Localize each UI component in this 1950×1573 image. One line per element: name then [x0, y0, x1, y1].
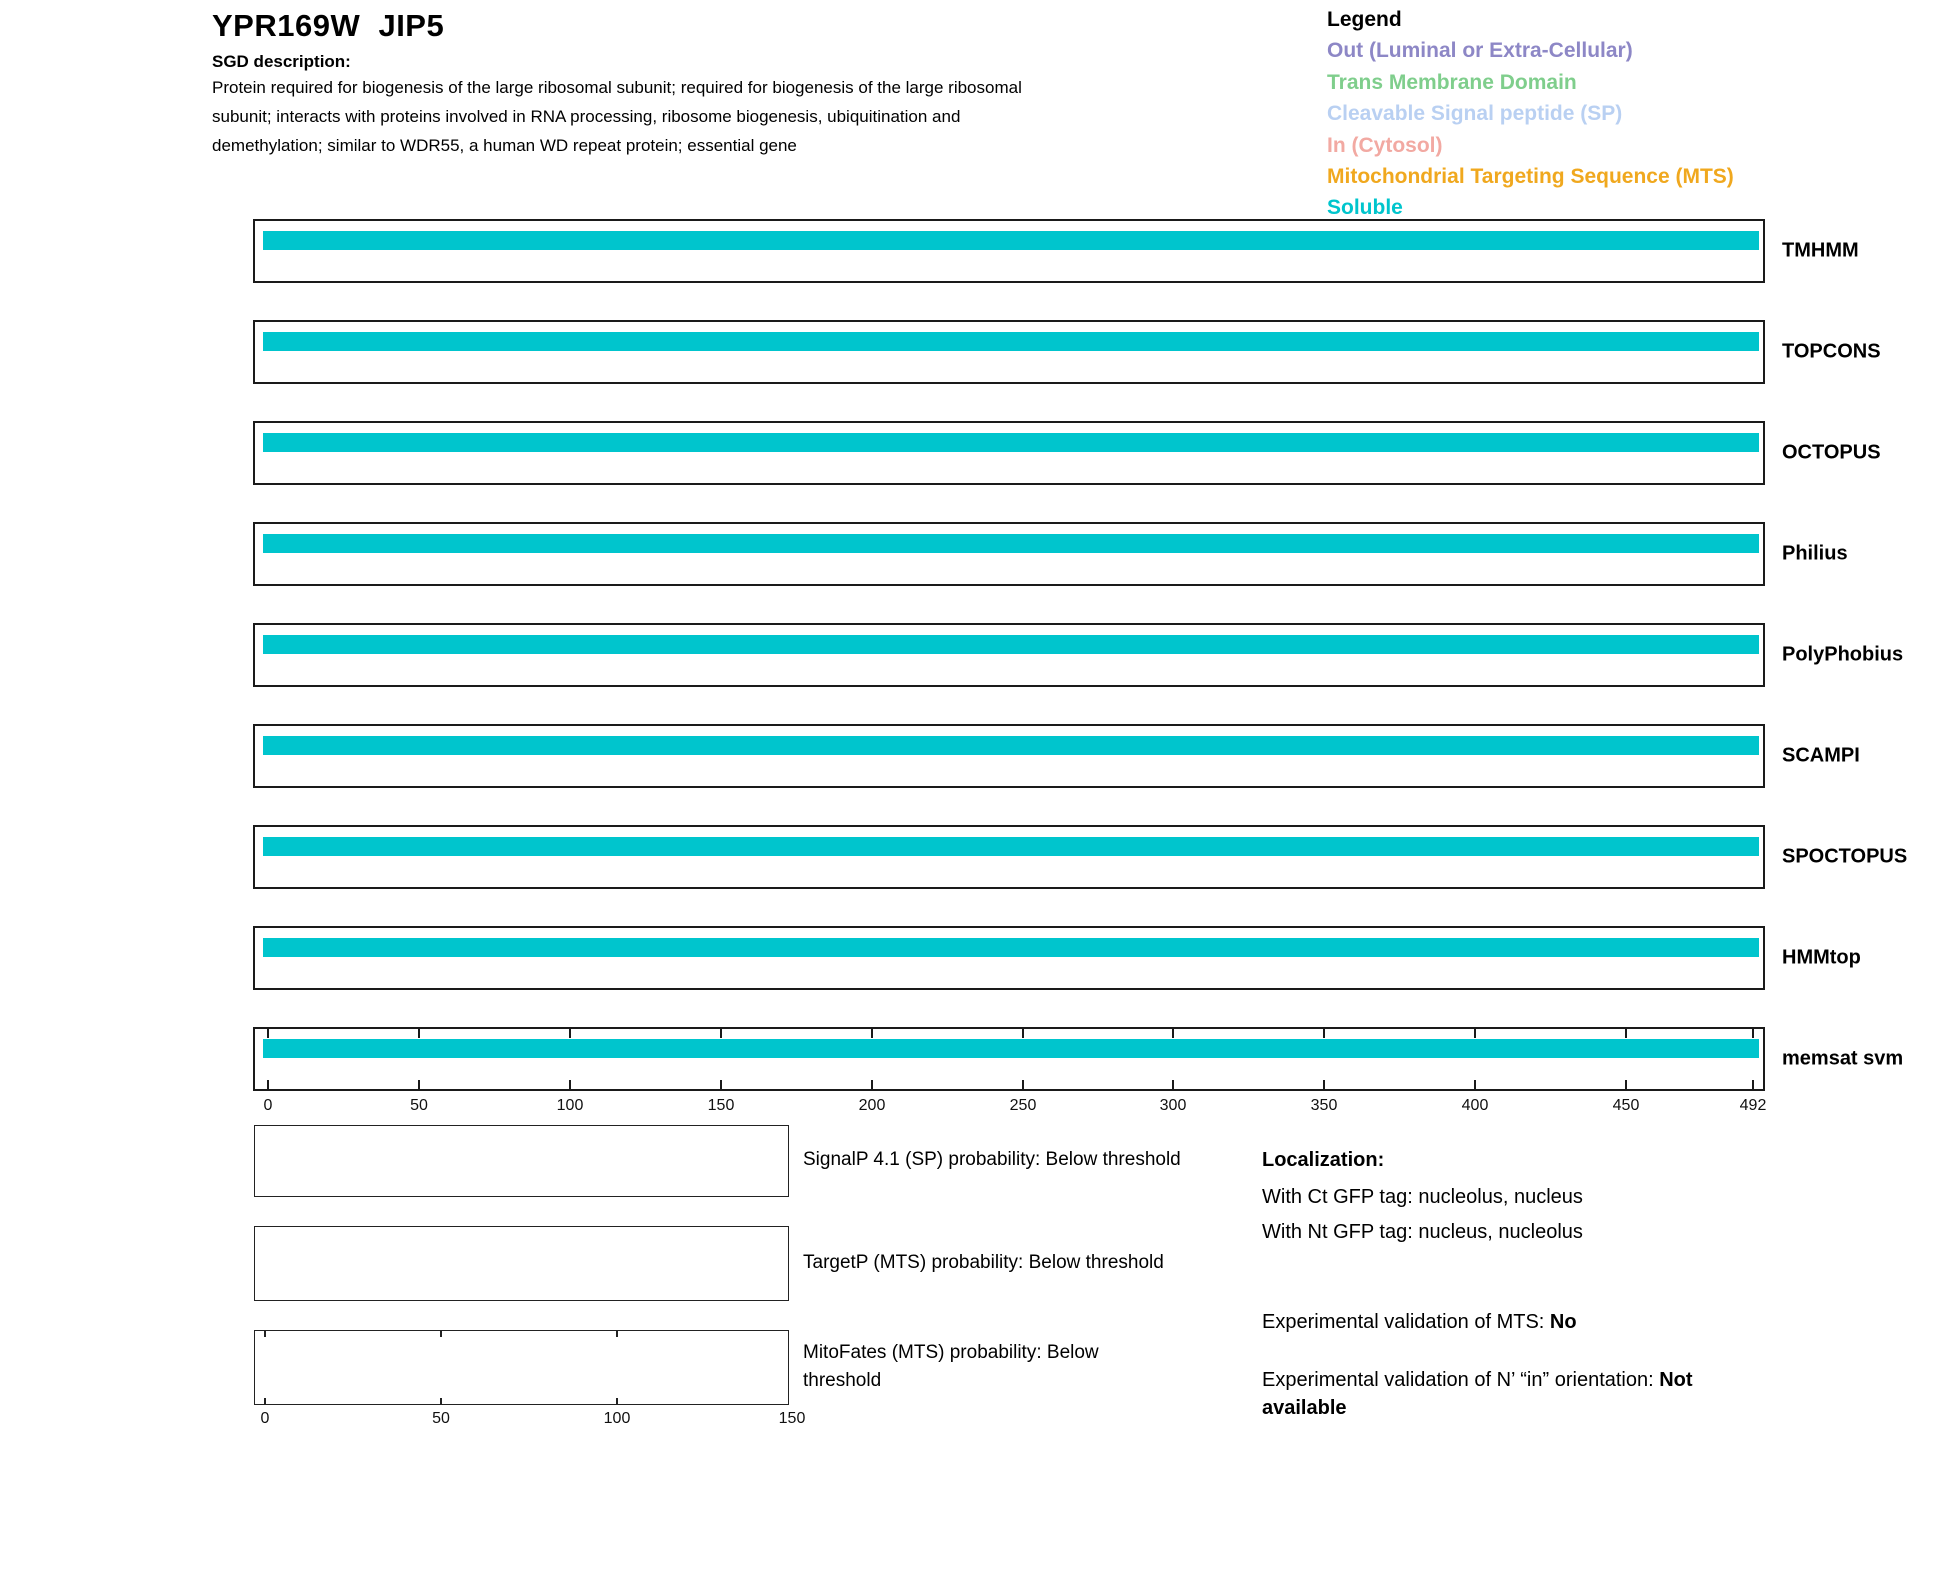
track-box-scampi: [253, 724, 1765, 788]
sgd-description-text: Protein required for biogenesis of the large ribosomal subunit; required for biogenesis of the large ribosomal subunit; interacts with proteins involved in RNA processing, ribosome biogenesis, ubiquitination and demethylation; similar to WDR55, a human WD repeat protein; essential gene: [212, 78, 1022, 155]
axis-tick: [264, 1398, 266, 1404]
axis-tick-label: 450: [1612, 1097, 1640, 1114]
track-box-tmhmm: [253, 219, 1765, 283]
soluble-span-bar: [263, 635, 1759, 654]
axis-tick-label: 150: [778, 1410, 806, 1427]
mitofates-plot-label: MitoFates (MTS) probability: Below threshold: [803, 1342, 1099, 1391]
nt-gfp-localization: With Nt GFP tag: nucleus, nucleolus: [1262, 1221, 1583, 1243]
legend-item-mts: Mitochondrial Targeting Sequence (MTS): [1327, 165, 1734, 189]
track-box-hmmtop: [253, 926, 1765, 990]
axis-tick-label: 50: [432, 1410, 450, 1427]
track-label-spoctopus: SPOCTOPUS: [1782, 845, 1908, 868]
axis-tick: [569, 1080, 571, 1089]
track-label-topcons: TOPCONS: [1782, 340, 1881, 363]
legend-item-soluble: Soluble: [1327, 196, 1403, 220]
orientation-validation-value: Not available: [1262, 1369, 1693, 1419]
track-label-octopus: OCTOPUS: [1782, 441, 1881, 464]
signalp-plot-label: SignalP 4.1 (SP) probability: Below threshold: [803, 1149, 1181, 1170]
legend-item-in-cytosol: In (Cytosol): [1327, 133, 1443, 157]
axis-tick-label: 400: [1461, 1097, 1489, 1114]
axis-tick-label: 250: [1009, 1097, 1037, 1114]
orientation-validation-label: Experimental validation of N’ “in” orientation:: [1262, 1369, 1660, 1391]
axis-tick: [1752, 1080, 1754, 1089]
axis-tick: [1625, 1029, 1627, 1038]
targetp-plot-label: TargetP (MTS) probability: Below threshold: [803, 1252, 1164, 1273]
axis-tick-label: 150: [707, 1097, 735, 1114]
sgd-description-label: SGD description:: [212, 52, 351, 71]
track-box-polyphobius: [253, 623, 1765, 687]
axis-tick: [1172, 1029, 1174, 1038]
page-title: YPR169W JIP5: [212, 8, 445, 43]
soluble-span-bar: [263, 534, 1759, 553]
axis-tick: [1022, 1080, 1024, 1089]
track-label-philius: Philius: [1782, 542, 1848, 565]
soluble-span-bar: [263, 1039, 1759, 1058]
axis-tick: [616, 1398, 618, 1404]
axis-tick: [267, 1080, 269, 1089]
axis-tick: [871, 1029, 873, 1038]
soluble-span-bar: [263, 433, 1759, 452]
axis-tick-label: 0: [260, 1410, 270, 1427]
track-label-hmmtop: HMMtop: [1782, 946, 1861, 969]
orientation-validation-line: [1262, 1366, 1782, 1422]
track-box-memsat-svm: [253, 1027, 1765, 1091]
axis-tick: [267, 1029, 269, 1038]
axis-tick: [1323, 1029, 1325, 1038]
axis-tick: [720, 1029, 722, 1038]
axis-tick-label: 50: [410, 1097, 428, 1114]
mts-validation-value: No: [1549, 1311, 1577, 1333]
mts-validation-line: [1262, 1308, 1577, 1336]
axis-tick: [440, 1398, 442, 1404]
axis-tick: [1752, 1029, 1754, 1038]
track-box-topcons: [253, 320, 1765, 384]
legend-item-out: Out (Luminal or Extra-Cellular): [1327, 39, 1633, 63]
legend-item-transmembrane: Trans Membrane Domain: [1327, 70, 1577, 94]
track-label-tmhmm: TMHMM: [1782, 239, 1859, 262]
localization-heading: Localization:: [1262, 1149, 1385, 1171]
axis-tick-label: 300: [1159, 1097, 1187, 1114]
axis-tick: [1474, 1080, 1476, 1089]
axis-tick: [1474, 1029, 1476, 1038]
axis-tick-label: 200: [858, 1097, 886, 1114]
soluble-span-bar: [263, 736, 1759, 755]
ct-gfp-localization: With Ct GFP tag: nucleolus, nucleus: [1262, 1186, 1583, 1208]
axis-tick: [720, 1080, 722, 1089]
axis-tick: [1172, 1080, 1174, 1089]
legend-item-signal-peptide: Cleavable Signal peptide (SP): [1327, 102, 1623, 126]
track-box-spoctopus: [253, 825, 1765, 889]
signalp-plot-box: [254, 1125, 789, 1197]
axis-tick-label: 492: [1739, 1097, 1767, 1114]
axis-tick: [1323, 1080, 1325, 1089]
axis-tick-label: 0: [263, 1097, 273, 1114]
axis-tick-label: 350: [1310, 1097, 1338, 1114]
axis-tick: [418, 1029, 420, 1038]
track-label-scampi: SCAMPI: [1782, 744, 1860, 767]
axis-tick-label: 100: [556, 1097, 584, 1114]
axis-tick: [440, 1331, 442, 1337]
legend-title: Legend: [1327, 8, 1402, 31]
axis-tick: [569, 1029, 571, 1038]
track-label-polyphobius: PolyPhobius: [1782, 643, 1904, 666]
axis-tick: [1022, 1029, 1024, 1038]
soluble-span-bar: [263, 837, 1759, 856]
mitofates-plot-box: [254, 1330, 789, 1405]
track-box-octopus: [253, 421, 1765, 485]
targetp-plot-box: [254, 1226, 789, 1301]
track-box-philius: [253, 522, 1765, 586]
soluble-span-bar: [263, 938, 1759, 957]
mts-validation-label: Experimental validation of MTS:: [1262, 1311, 1550, 1333]
soluble-span-bar: [263, 231, 1759, 250]
axis-tick-label: 100: [603, 1410, 631, 1427]
soluble-span-bar: [263, 332, 1759, 351]
axis-tick: [871, 1080, 873, 1089]
axis-tick: [418, 1080, 420, 1089]
axis-tick: [1625, 1080, 1627, 1089]
legend: [1327, 4, 1734, 224]
axis-tick: [264, 1331, 266, 1337]
track-label-memsat-svm: memsat svm: [1782, 1047, 1904, 1070]
axis-tick: [616, 1331, 618, 1337]
